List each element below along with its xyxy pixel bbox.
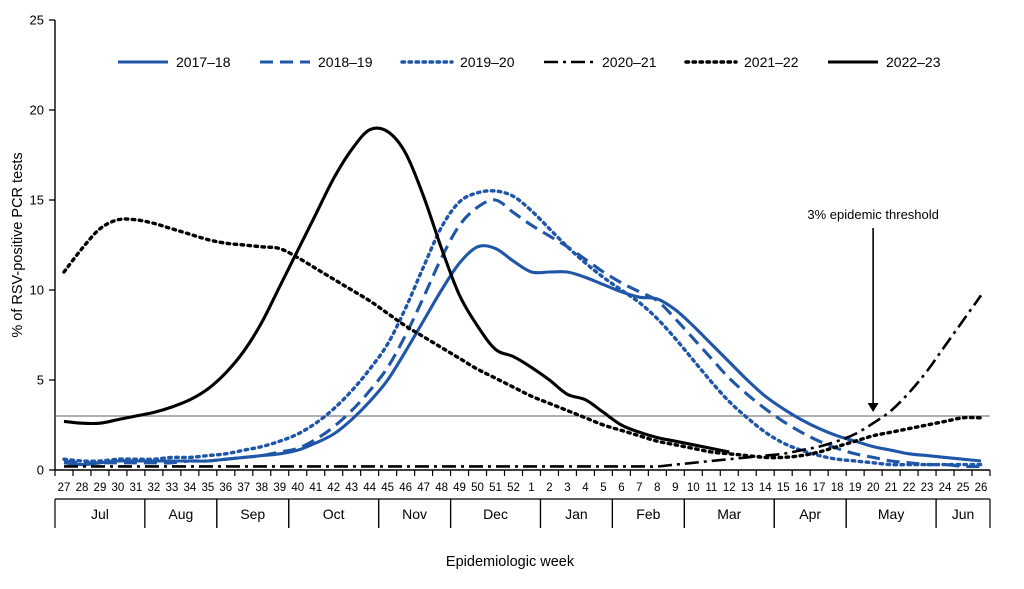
week-tick-label: 21 bbox=[884, 482, 898, 494]
week-tick-label: 35 bbox=[201, 482, 215, 494]
week-tick-label: 42 bbox=[327, 482, 341, 494]
y-tick-label: 10 bbox=[29, 282, 44, 298]
week-tick-label: 13 bbox=[740, 482, 754, 494]
week-tick-label: 47 bbox=[417, 482, 431, 494]
month-label: Oct bbox=[322, 506, 345, 522]
x-week-label-group bbox=[58, 482, 988, 494]
week-tick-label: 6 bbox=[618, 482, 625, 494]
week-tick-label: 41 bbox=[309, 482, 323, 494]
week-tick-label: 14 bbox=[758, 482, 772, 494]
week-tick-label: 39 bbox=[273, 482, 287, 494]
y-tick-label: 20 bbox=[29, 102, 44, 118]
week-tick-label: 33 bbox=[165, 482, 179, 494]
week-tick-label: 44 bbox=[363, 482, 377, 494]
week-tick-label: 20 bbox=[866, 482, 880, 494]
week-tick-label: 5 bbox=[600, 482, 607, 494]
y-tick-label: 15 bbox=[29, 192, 44, 208]
week-tick-label: 37 bbox=[237, 482, 251, 494]
annotation-arrow-head-icon bbox=[868, 403, 879, 412]
week-tick-label: 30 bbox=[111, 482, 125, 494]
month-label: Mar bbox=[717, 506, 742, 522]
week-tick-label: 38 bbox=[255, 482, 269, 494]
x-axis-title: Epidemiologic week bbox=[445, 554, 575, 570]
week-tick-label: 19 bbox=[848, 482, 862, 494]
legend-label: 2019–20 bbox=[460, 54, 515, 70]
month-label: Jan bbox=[565, 506, 588, 522]
legend-label: 2022–23 bbox=[886, 54, 941, 70]
week-tick-label: 31 bbox=[129, 482, 143, 494]
week-tick-label: 46 bbox=[399, 482, 413, 494]
week-tick-label: 36 bbox=[219, 482, 233, 494]
month-label: Aug bbox=[168, 506, 194, 522]
x-tick-group bbox=[55, 470, 990, 476]
week-tick-label: 3 bbox=[564, 482, 571, 494]
week-tick-label: 15 bbox=[776, 482, 790, 494]
y-tick-label-group bbox=[30, 13, 44, 478]
week-tick-label: 29 bbox=[93, 482, 107, 494]
series-line-2019-20 bbox=[64, 191, 981, 465]
legend-label: 2018–19 bbox=[318, 54, 373, 70]
legend-label: 2020–21 bbox=[602, 54, 657, 70]
week-tick-label: 40 bbox=[291, 482, 305, 494]
series-line-2018-19 bbox=[64, 200, 981, 467]
week-tick-label: 43 bbox=[345, 482, 359, 494]
week-tick-label: 28 bbox=[75, 482, 89, 494]
week-tick-label: 2 bbox=[546, 482, 553, 494]
week-tick-label: 24 bbox=[938, 482, 952, 494]
y-tick-group bbox=[49, 20, 55, 470]
week-tick-label: 51 bbox=[489, 482, 502, 494]
week-tick-label: 50 bbox=[471, 482, 484, 494]
y-tick-label: 0 bbox=[36, 462, 44, 478]
week-tick-label: 8 bbox=[654, 482, 661, 494]
threshold-annotation bbox=[807, 207, 939, 412]
y-axis-title: % of RSV-positive PCR tests bbox=[10, 152, 26, 338]
chart-legend bbox=[118, 54, 941, 70]
week-tick-label: 23 bbox=[920, 482, 934, 494]
week-tick-label: 27 bbox=[57, 482, 71, 494]
y-tick-label: 25 bbox=[29, 12, 44, 28]
week-tick-label: 26 bbox=[974, 482, 988, 494]
series-line-2017-18 bbox=[64, 246, 981, 465]
week-tick-label: 10 bbox=[686, 482, 700, 494]
month-label: Jul bbox=[90, 506, 109, 522]
y-tick-label: 5 bbox=[36, 372, 44, 388]
week-tick-label: 1 bbox=[528, 482, 535, 494]
month-label: Jun bbox=[951, 506, 975, 522]
week-tick-label: 7 bbox=[636, 482, 643, 494]
month-label: Feb bbox=[636, 506, 661, 522]
week-tick-label: 32 bbox=[147, 482, 161, 494]
week-tick-label: 49 bbox=[453, 482, 466, 494]
month-label: Dec bbox=[483, 506, 508, 522]
week-tick-label: 22 bbox=[902, 482, 916, 494]
week-tick-label: 4 bbox=[582, 482, 589, 494]
month-label: Nov bbox=[402, 506, 428, 522]
annotation-label: 3% epidemic threshold bbox=[807, 207, 939, 222]
legend-label: 2017–18 bbox=[176, 54, 231, 70]
month-label: May bbox=[877, 506, 905, 522]
legend-label: 2021–22 bbox=[744, 54, 799, 70]
week-tick-label: 25 bbox=[956, 482, 970, 494]
week-tick-label: 17 bbox=[812, 482, 826, 494]
month-label: Apr bbox=[799, 506, 822, 522]
month-separator-group bbox=[55, 499, 990, 528]
series-line-2022-23 bbox=[64, 128, 729, 452]
week-tick-label: 18 bbox=[830, 482, 844, 494]
week-tick-label: 34 bbox=[183, 482, 197, 494]
series-line-2021-22 bbox=[64, 219, 981, 458]
week-tick-label: 48 bbox=[435, 482, 448, 494]
week-tick-label: 52 bbox=[507, 482, 520, 494]
plot-area bbox=[10, 13, 990, 571]
series-line-2020-21 bbox=[64, 295, 981, 466]
week-tick-label: 16 bbox=[794, 482, 808, 494]
week-tick-label: 9 bbox=[672, 482, 679, 494]
week-tick-label: 11 bbox=[705, 482, 718, 494]
week-tick-label: 45 bbox=[381, 482, 395, 494]
month-label-group bbox=[91, 506, 974, 522]
week-tick-label: 12 bbox=[722, 482, 736, 494]
month-label: Sep bbox=[240, 506, 266, 522]
